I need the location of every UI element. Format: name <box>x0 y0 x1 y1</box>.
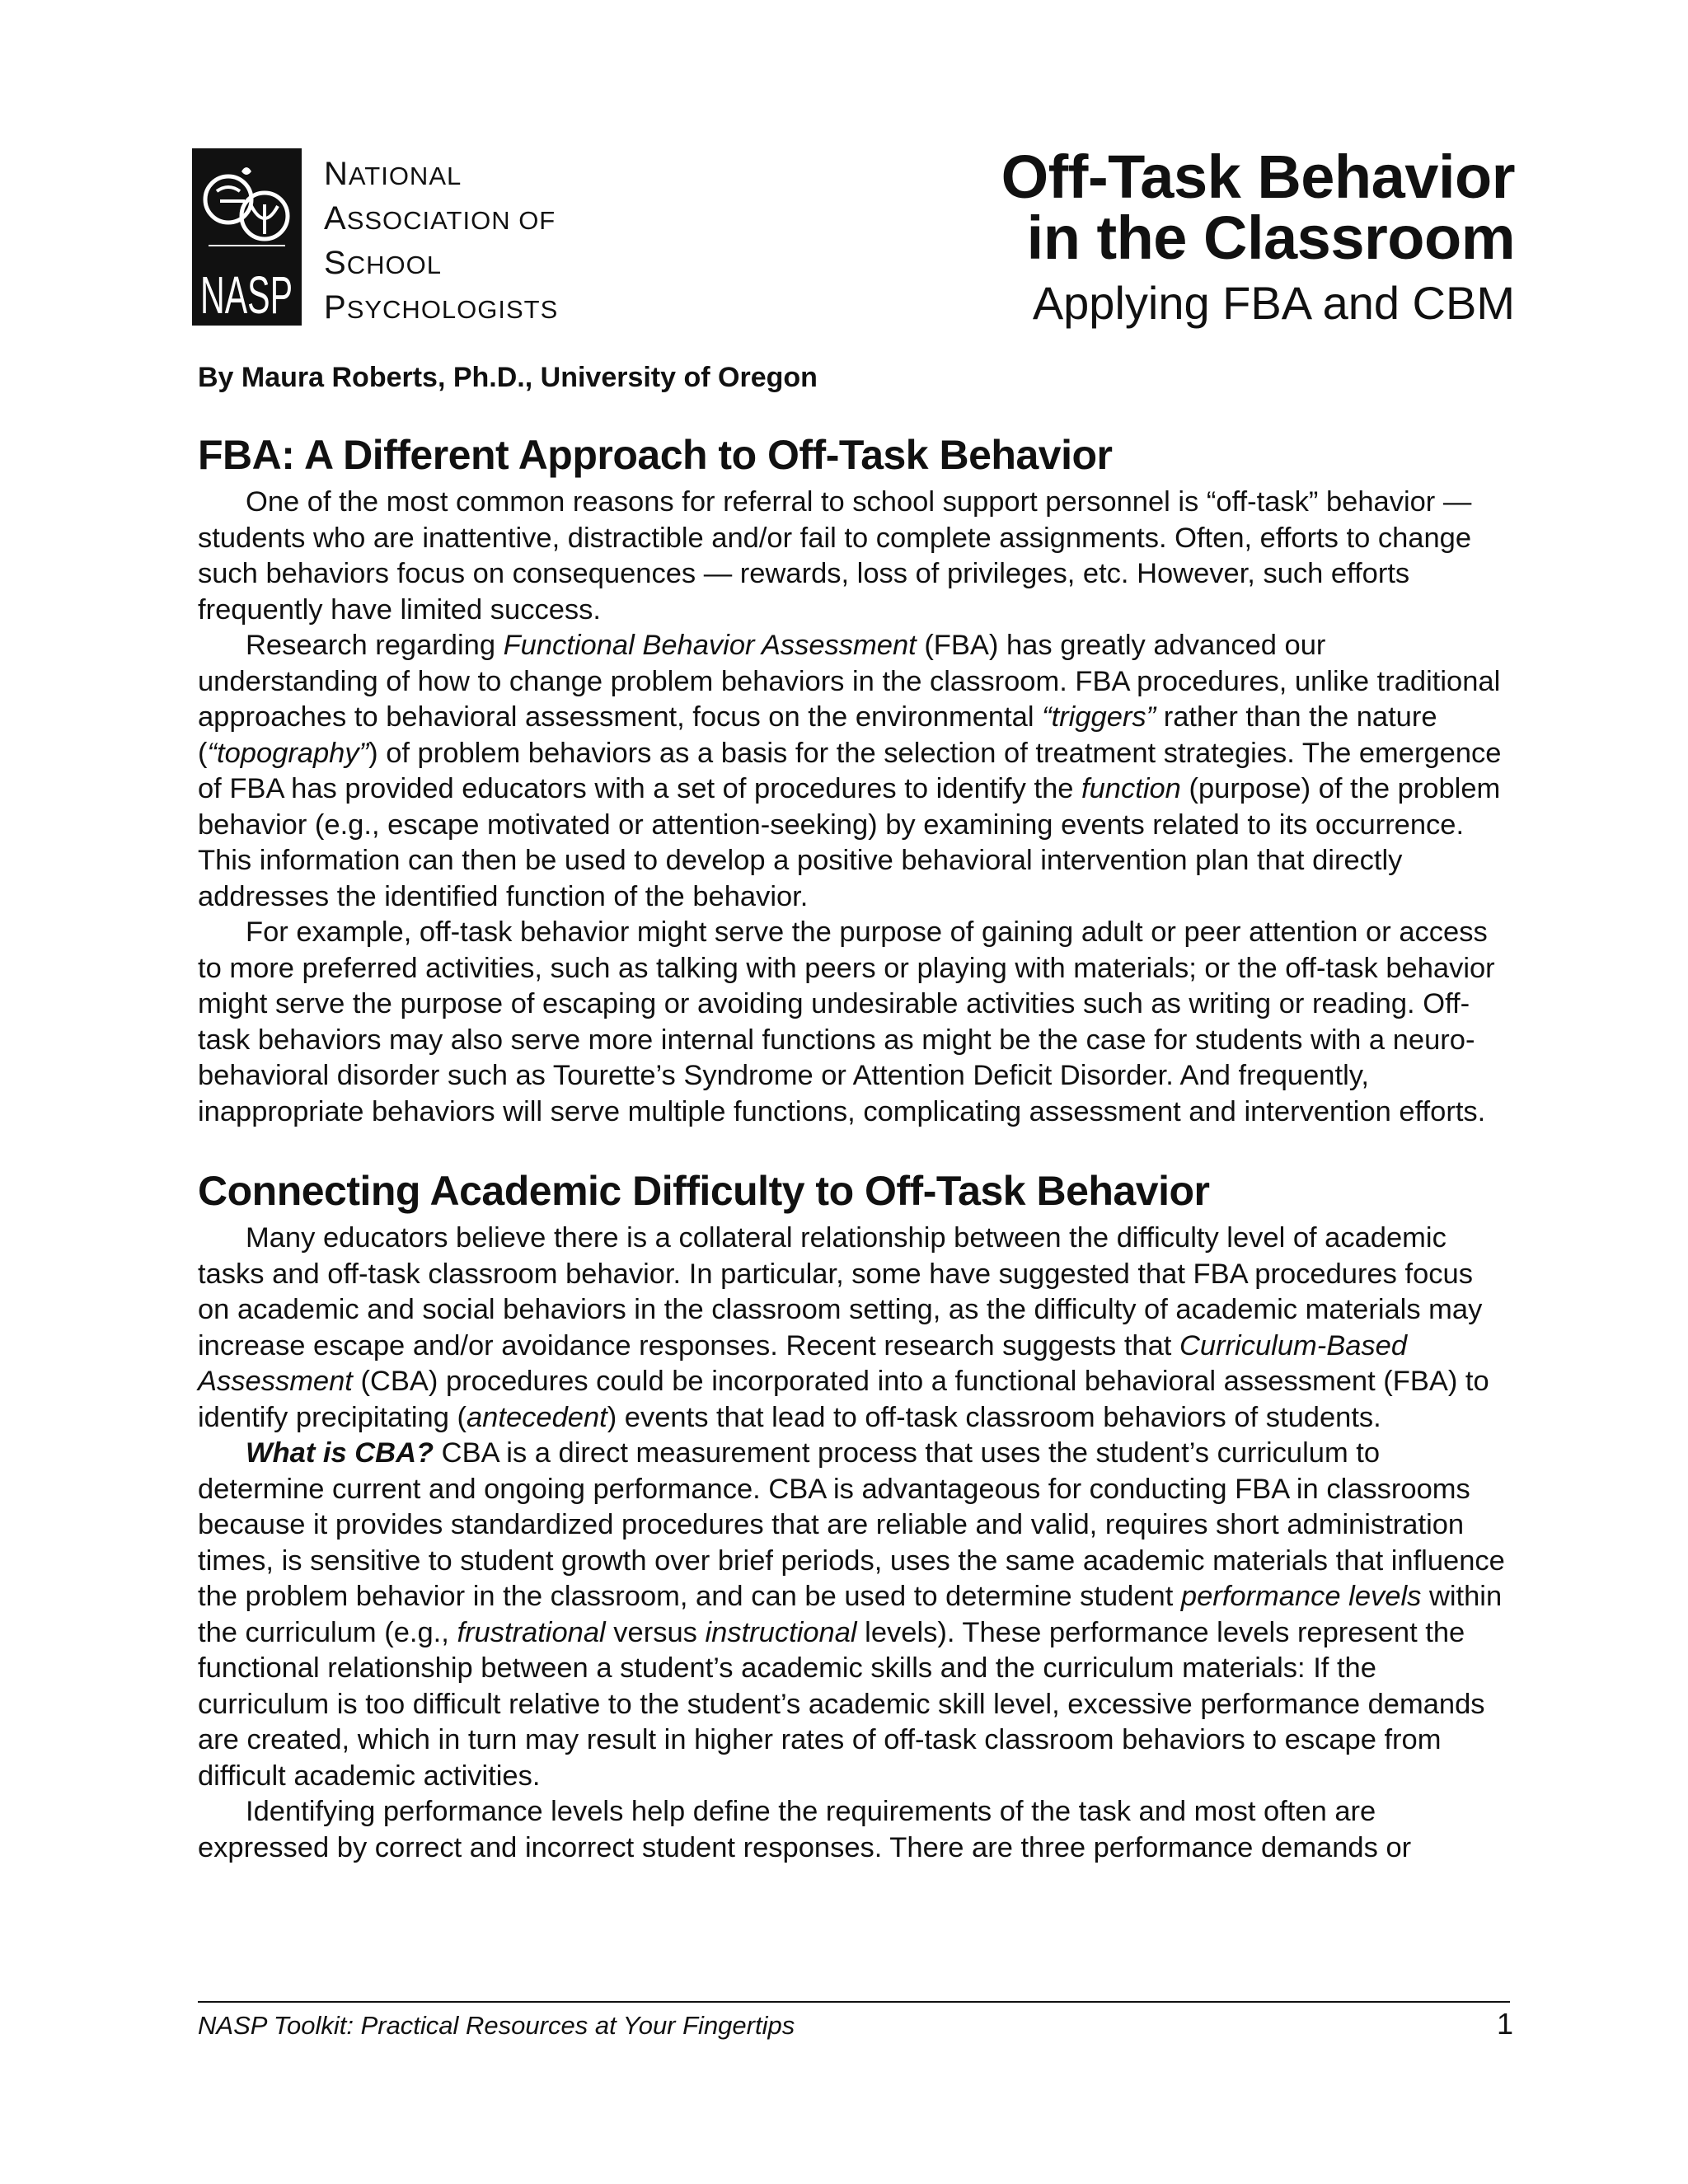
emphasis-italic: Functional Behavior Assessment <box>503 630 917 661</box>
text-run: (purpose) of the problem behavior (e.g., escape motivated or attention-seeking) by examining events related to its occurrence. This information can then be used to develop a positive behavioral intervention plan that directly addresses the identified function of the behavior. <box>198 773 1501 912</box>
text-run: CBA is a direct measurement process that uses the student’s curriculum to determine current and ongoing performance. CBA is advantageous for conducting FBA in classrooms because it provides standardized procedures that are reliable and valid, requires short administration times, is sensitive to student growth over brief periods, uses the same academic materials that influence the problem behavior in the classroom, and can be used to determine student <box>198 1437 1505 1612</box>
emphasis-italic: Curriculum-Based Assessment <box>198 1329 1408 1397</box>
text-run: versus <box>605 1616 706 1648</box>
body-paragraph <box>198 1221 1508 1436</box>
document-subtitle: Applying FBA and CBM <box>1032 277 1515 329</box>
text-run: within the curriculum (e.g., <box>198 1581 1503 1648</box>
document-title <box>1001 143 1515 272</box>
nasp-logo <box>192 148 588 328</box>
emphasis-italic: performance levels <box>1180 1581 1422 1612</box>
section-academic-difficulty <box>198 1166 1508 1866</box>
body-paragraph <box>198 915 1508 1130</box>
text-run: ) of problem behaviors as a basis for the selection of treatment strategies. The emergence of FBA has provided educators with a set of procedures to identify the <box>198 737 1502 804</box>
page-number: 1 <box>1496 2007 1513 2041</box>
emphasis-italic: “topography” <box>207 737 369 769</box>
text-run: One of the most common reasons for referral to school support personnel is “off-task” behavior — students who are inattentive, distractible and/or fail to complete assignments. Often, efforts to change such behaviors focus on consequences — rewards, loss of privileges, etc. However, such efforts frequently have limited success. <box>198 486 1472 626</box>
body-paragraph <box>198 1436 1508 1794</box>
text-run: For example, off-task behavior might serve the purpose of gaining adult or peer attention or access to more preferred activities, such as talking with peers or playing with materials; or the off-task behavior might serve the purpose of escaping or avoiding undesirable activities such as writing or reading. Off-task behaviors may also serve more internal functions as might be the case for students with a neuro-behavioral disorder such as Tourette’s Syndrome or Attention Deficit Disorder. And frequently, inappropriate behaviors will serve multiple functions, complicating assessment and intervention efforts. <box>198 916 1495 1127</box>
emphasis-italic: “triggers” <box>1042 701 1156 733</box>
title-line-2: in the Classroom <box>1026 204 1515 272</box>
article-body <box>198 430 1508 1866</box>
emblem-icon <box>192 148 302 326</box>
section-fba-approach <box>198 430 1508 1130</box>
body-paragraph <box>198 628 1508 915</box>
author-byline: By Maura Roberts, Ph.D., University of Oregon <box>198 362 818 393</box>
emphasis-italic: frustrational <box>457 1616 606 1648</box>
text-run: Many educators believe there is a collateral relationship between the difficulty level of academic tasks and off-task classroom behavior. In particular, some have suggested that FBA procedures focus on academic and social behaviors in the classroom setting, as the difficulty of academic materials may increase escape and/or avoidance responses. Recent research suggests that <box>198 1222 1483 1361</box>
body-paragraph <box>198 1794 1508 1866</box>
logo-line: PSYCHOLOGISTS <box>324 289 559 326</box>
text-run: (CBA) procedures could be incorporated into a functional behavioral assessment (FBA) to identify precipitating ( <box>198 1366 1489 1433</box>
footer-text: NASP Toolkit: Practical Resources at Your Fingertips <box>198 2011 795 2040</box>
emphasis-italic: function <box>1081 773 1181 804</box>
logo-wordmark <box>324 152 558 330</box>
emphasis-bold-italic: What is CBA? <box>246 1437 434 1469</box>
text-run: Identifying performance levels help define the requirements of the task and most often are expressed by correct and incorrect student responses. There are three performance demands or <box>198 1796 1412 1863</box>
document-title-block <box>1001 143 1515 330</box>
title-line-1: Off-Task Behavior <box>1001 143 1515 211</box>
text-run: levels). These performance levels represent the functional relationship between a student’s academic skills and the curriculum materials: If the curriculum is too difficult relative to the student’s academic skill level, excessive performance demands are created, which in turn may result in higher rates of off-task classroom behaviors to escape from difficult academic activities. <box>198 1616 1485 1792</box>
nasp-emblem <box>192 148 302 326</box>
section-heading: Connecting Academic Difficulty to Off-Task Behavior <box>198 1168 1210 1214</box>
text-run: ) events that lead to off-task classroom behaviors of students. <box>607 1401 1381 1433</box>
section-heading: FBA: A Different Approach to Off-Task Behavior <box>198 432 1113 478</box>
emphasis-italic: antecedent <box>467 1401 607 1433</box>
text-run: (FBA) has greatly advanced our understanding of how to change problem behaviors in the classroom. FBA procedures, unlike traditional approaches to behavioral assessment, focus on the environmental <box>198 630 1501 733</box>
body-paragraph <box>198 485 1508 628</box>
logo-line: ASSOCIATION OF <box>324 200 556 237</box>
emblem-monogram: NASP <box>200 265 293 325</box>
logo-line: NATIONAL <box>324 156 462 192</box>
footer-divider <box>198 2001 1510 2003</box>
text-run: rather than the nature ( <box>198 701 1437 769</box>
text-run: Research regarding <box>246 630 504 661</box>
emphasis-italic: instructional <box>705 1616 857 1648</box>
logo-line: SCHOOL <box>324 245 442 281</box>
